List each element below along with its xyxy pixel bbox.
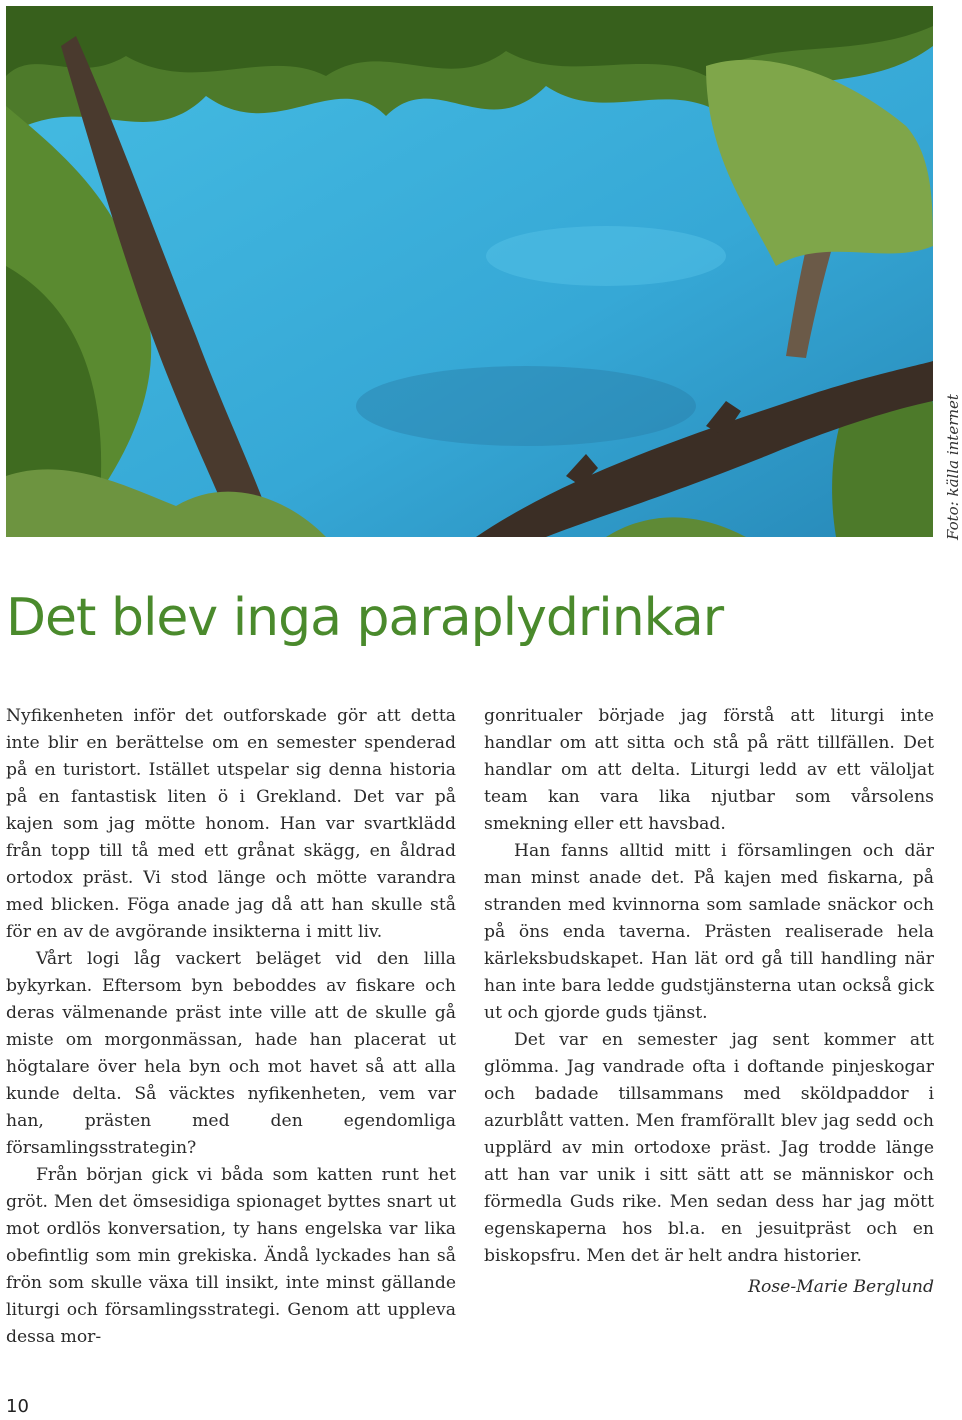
article-title: Det blev inga paraplydrinkar: [6, 588, 724, 648]
paragraph: Vårt logi låg vackert beläget vid den lilla bykyrkan. Eftersom byn beboddes av fiskare och deras välmenande präst inte ville att de skulle gå miste om morgonmässan, hade han placerat ut högtalare över hela byn och mot havet så att alla kunde delta. Så väcktes nyfikenheten, vem var han, prästen med den egendomliga församlingsstrategin?: [6, 949, 456, 1158]
header-photo: [6, 6, 933, 537]
article-column-right: [484, 703, 934, 1301]
author-signature: Rose-Marie Berglund: [748, 1277, 934, 1297]
photo-credit: Foto: källa internet: [944, 394, 962, 540]
paragraph: gonritualer började jag förstå att liturgi inte handlar om att sitta och stå på rätt tillfällen. Det handlar om att delta. Liturgi ledd av ett väloljat team kan vara lika njutbar som vårsolens smekning eller ett havsbad.: [484, 706, 934, 834]
pine-trees-over-sea-image: [6, 6, 933, 537]
paragraph: Från början gick vi båda som katten runt het gröt. Men det ömsesidiga spionaget byttes snart ut mot ordlös konversation, ty hans engelska var lika obefintlig som min grekiska. Ändå lyckades han så frön som skulle växa till insikt, inte minst gällande liturgi och församlingsstrategi. Genom att uppleva dessa mor-: [6, 1165, 456, 1347]
paragraph: Nyfikenheten inför det outforskade gör att detta inte blir en berättelse om en semester spenderad på en turistort. Istället utspelar sig denna historia på en fantastisk liten ö i Grekland. Det var på kajen som jag mötte honom. Han var svartklädd från topp till tå med ett grånat skägg, en åldrad ortodox präst. Vi stod länge och mötte varandra med blicken. Föga anade jag då att han skulle stå för en av de avgörande insikterna i mitt liv.: [6, 706, 456, 942]
paragraph: Han fanns alltid mitt i församlingen och där man minst anade det. På kajen med fiskarna, på stranden med kvinnorna som samlade snäckor och på öns enda taverna. Prästen realiserade hela kärleksbudskapet. Han lät ord gå till handling när han inte bara ledde gudstjänsterna utan också gick ut och gjorde guds tjänst.: [484, 841, 934, 1023]
article-column-left: [6, 703, 456, 1351]
paragraph: Det var en semester jag sent kommer att glömma. Jag vandrade ofta i doftande pinjeskogar och badade tillsammans med sköldpaddor i azurblått vatten. Men framförallt blev jag sedd och upplärd av min ortodoxe präst. Jag trodde länge att han var unik i sitt sätt att se människor och förmedla Guds rike. Men sedan dess har jag mött egenskaperna hos bl.a. en jesuitpräst och en biskopsfru. Men det är helt andra historier.: [484, 1030, 934, 1266]
page-number: 10: [6, 1396, 29, 1417]
